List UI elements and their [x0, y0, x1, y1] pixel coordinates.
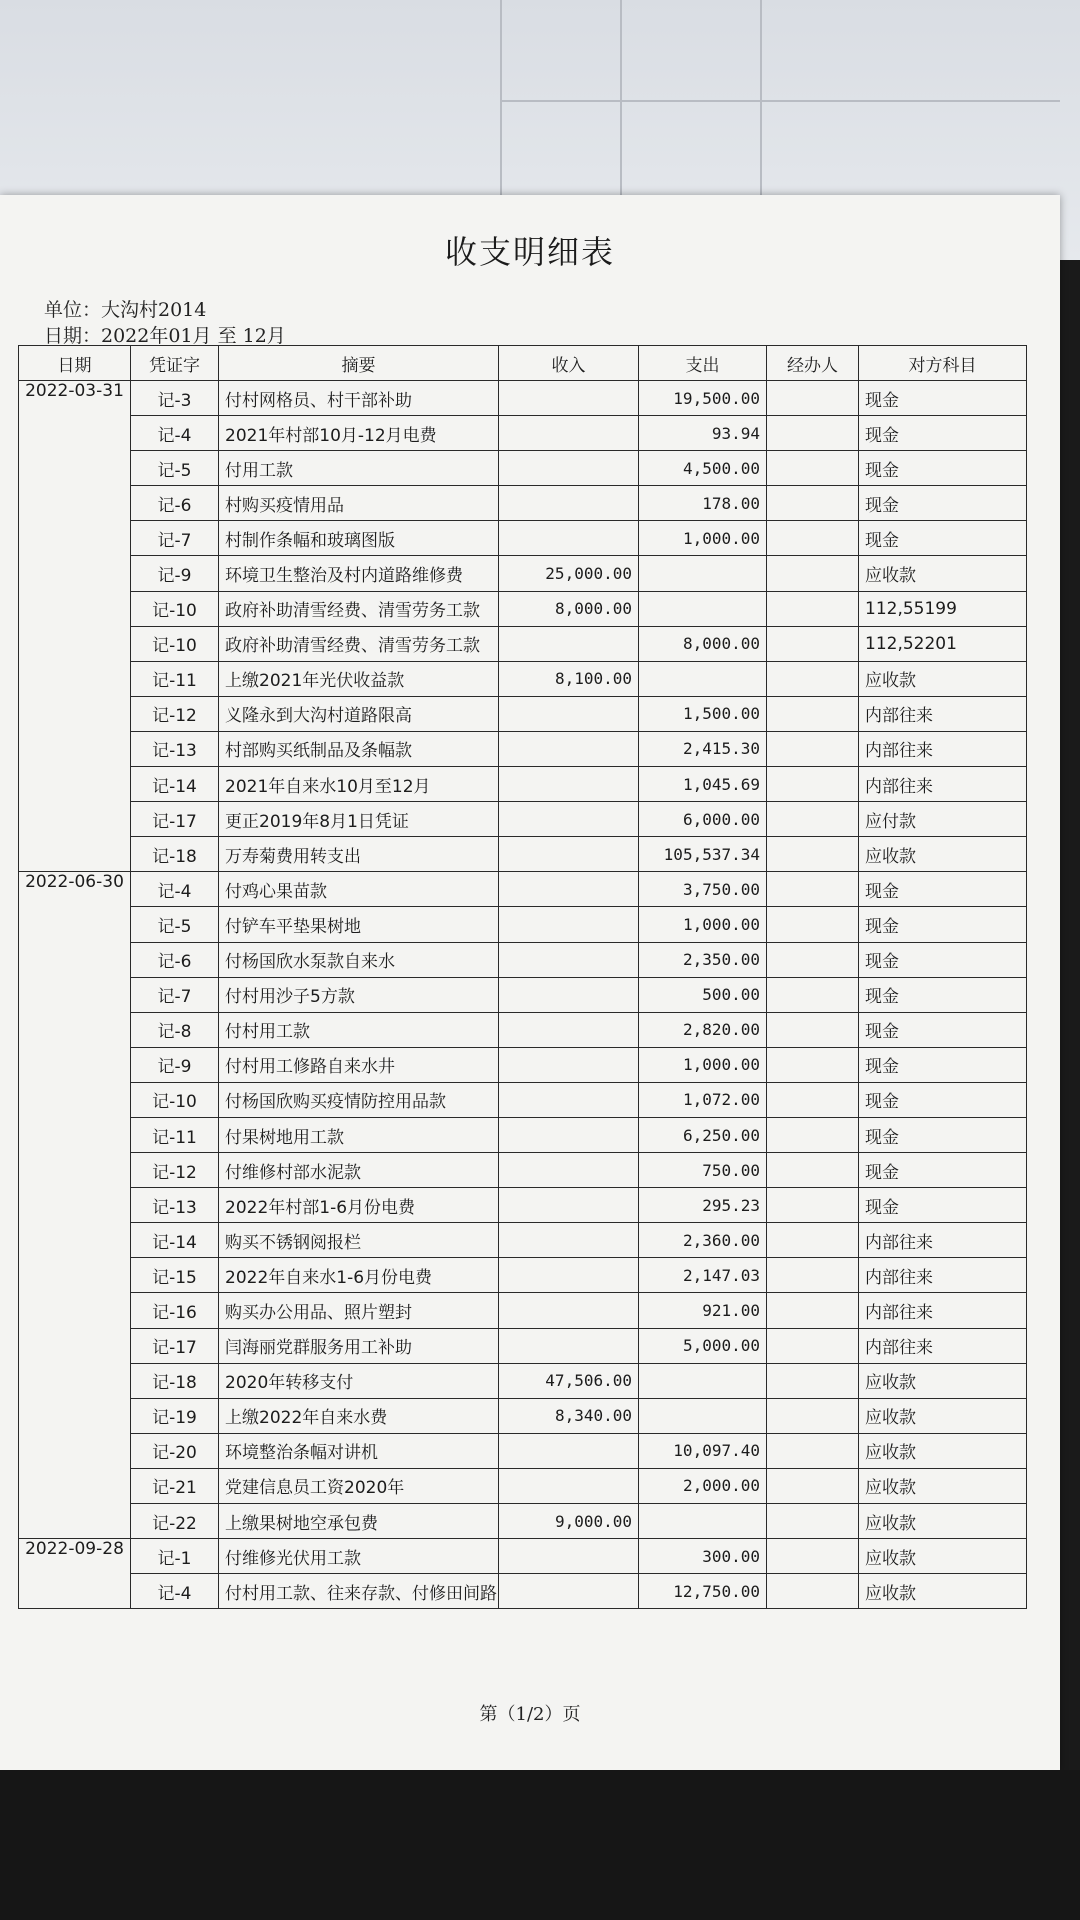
- cell-expense: 2,000.00: [639, 1468, 767, 1503]
- cell-income: [499, 1574, 639, 1609]
- cell-income: 47,506.00: [499, 1363, 639, 1398]
- table-row: [19, 872, 1027, 907]
- cell-handler: [767, 696, 859, 731]
- cell-income: 8,000.00: [499, 591, 639, 626]
- date-range-label: 日期：2022年01月 至 12月: [44, 325, 286, 347]
- cell-expense: 3,750.00: [639, 872, 767, 907]
- cell-summary: 上缴果树地空承包费: [219, 1504, 499, 1539]
- cell-expense: 19,500.00: [639, 381, 767, 416]
- cell-account: 现金: [859, 521, 1027, 556]
- cell-handler: [767, 1223, 859, 1258]
- cell-handler: [767, 872, 859, 907]
- cell-handler: [767, 731, 859, 766]
- cell-income: [499, 1082, 639, 1117]
- cell-summary: 2020年转移支付: [219, 1363, 499, 1398]
- cell-handler: [767, 1398, 859, 1433]
- cell-account: 现金: [859, 872, 1027, 907]
- cell-voucher: 记-7: [131, 977, 219, 1012]
- cell-account: 应收款: [859, 661, 1027, 696]
- cell-income: [499, 907, 639, 942]
- cell-income: [499, 381, 639, 416]
- cell-summary: 付铲车平垫果树地: [219, 907, 499, 942]
- document-page: [0, 195, 1060, 1770]
- table-row: [19, 1153, 1027, 1188]
- cell-expense: 12,750.00: [639, 1574, 767, 1609]
- cell-account: 应收款: [859, 1574, 1027, 1609]
- cell-income: [499, 1468, 639, 1503]
- cell-income: 8,100.00: [499, 661, 639, 696]
- cell-expense: 1,000.00: [639, 1047, 767, 1082]
- cell-expense: 6,000.00: [639, 802, 767, 837]
- cell-summary: 付村用工修路自来水井: [219, 1047, 499, 1082]
- cell-handler: [767, 1504, 859, 1539]
- cell-account: 内部往来: [859, 1328, 1027, 1363]
- cell-handler: [767, 802, 859, 837]
- cell-expense: 93.94: [639, 416, 767, 451]
- cell-expense: 2,350.00: [639, 942, 767, 977]
- cell-date: 2022-06-30: [19, 872, 131, 1539]
- cell-expense: 178.00: [639, 486, 767, 521]
- ledger-body: [19, 381, 1027, 1609]
- cell-account: 内部往来: [859, 1293, 1027, 1328]
- cell-handler: [767, 767, 859, 802]
- table-row: [19, 626, 1027, 661]
- cell-summary: 万寿菊费用转支出: [219, 837, 499, 872]
- table-row: [19, 1117, 1027, 1152]
- cell-account: 应收款: [859, 1468, 1027, 1503]
- cell-summary: 付鸡心果苗款: [219, 872, 499, 907]
- table-row: [19, 837, 1027, 872]
- cell-voucher: 记-3: [131, 381, 219, 416]
- table-row: [19, 1012, 1027, 1047]
- cell-date: 2022-09-28: [19, 1539, 131, 1609]
- cell-income: 25,000.00: [499, 556, 639, 591]
- cell-expense: 1,500.00: [639, 696, 767, 731]
- cell-expense: [639, 1398, 767, 1433]
- cell-handler: [767, 381, 859, 416]
- cell-voucher: 记-20: [131, 1433, 219, 1468]
- cell-handler: [767, 1328, 859, 1363]
- cell-summary: 付果树地用工款: [219, 1117, 499, 1152]
- cell-income: [499, 1258, 639, 1293]
- cell-account: 现金: [859, 1012, 1027, 1047]
- cell-account: 内部往来: [859, 696, 1027, 731]
- cell-handler: [767, 907, 859, 942]
- cell-handler: [767, 1188, 859, 1223]
- table-row: [19, 661, 1027, 696]
- cell-income: [499, 837, 639, 872]
- table-row: [19, 1398, 1027, 1433]
- dark-background: [0, 1770, 1080, 1920]
- table-row: [19, 731, 1027, 766]
- table-header-row: [19, 346, 1027, 381]
- ledger-table: [18, 345, 1027, 1609]
- table-row: [19, 1293, 1027, 1328]
- cell-income: [499, 1223, 639, 1258]
- cell-expense: 2,820.00: [639, 1012, 767, 1047]
- cell-handler: [767, 1082, 859, 1117]
- cell-account: 现金: [859, 451, 1027, 486]
- cell-voucher: 记-19: [131, 1398, 219, 1433]
- cell-handler: [767, 942, 859, 977]
- table-row: [19, 1047, 1027, 1082]
- cell-income: [499, 1012, 639, 1047]
- table-row: [19, 1258, 1027, 1293]
- cell-income: [499, 696, 639, 731]
- cell-handler: [767, 1363, 859, 1398]
- cell-expense: [639, 591, 767, 626]
- cell-handler: [767, 977, 859, 1012]
- cell-account: 内部往来: [859, 767, 1027, 802]
- cell-expense: [639, 661, 767, 696]
- cell-income: [499, 1047, 639, 1082]
- cell-expense: 1,045.69: [639, 767, 767, 802]
- cell-voucher: 记-17: [131, 1328, 219, 1363]
- cell-handler: [767, 556, 859, 591]
- cell-expense: 921.00: [639, 1293, 767, 1328]
- cell-expense: 500.00: [639, 977, 767, 1012]
- cell-voucher: 记-14: [131, 1223, 219, 1258]
- column-header-account: 对方科目: [859, 346, 1027, 381]
- cell-summary: 更正2019年8月1日凭证: [219, 802, 499, 837]
- cell-date: 2022-03-31: [19, 381, 131, 872]
- cell-handler: [767, 1293, 859, 1328]
- cell-voucher: 记-8: [131, 1012, 219, 1047]
- table-row: [19, 1574, 1027, 1609]
- table-row: [19, 907, 1027, 942]
- cell-expense: 295.23: [639, 1188, 767, 1223]
- cell-voucher: 记-4: [131, 1574, 219, 1609]
- cell-voucher: 记-9: [131, 1047, 219, 1082]
- table-row: [19, 1328, 1027, 1363]
- cell-account: 内部往来: [859, 731, 1027, 766]
- cell-voucher: 记-21: [131, 1468, 219, 1503]
- cell-income: [499, 942, 639, 977]
- cell-summary: 付村用沙子5方款: [219, 977, 499, 1012]
- column-header-income: 收入: [499, 346, 639, 381]
- cell-expense: [639, 556, 767, 591]
- cell-voucher: 记-9: [131, 556, 219, 591]
- table-row: [19, 942, 1027, 977]
- cell-handler: [767, 591, 859, 626]
- cell-account: 现金: [859, 486, 1027, 521]
- cell-handler: [767, 1433, 859, 1468]
- cell-account: 现金: [859, 1047, 1027, 1082]
- cell-income: [499, 802, 639, 837]
- cell-summary: 购买办公用品、照片塑封: [219, 1293, 499, 1328]
- cell-expense: [639, 1363, 767, 1398]
- cell-summary: 付村用工款: [219, 1012, 499, 1047]
- cell-handler: [767, 416, 859, 451]
- cell-voucher: 记-12: [131, 1153, 219, 1188]
- cell-voucher: 记-13: [131, 1188, 219, 1223]
- table-row: [19, 556, 1027, 591]
- cell-handler: [767, 1258, 859, 1293]
- background-line: [760, 0, 762, 220]
- cell-expense: [639, 1504, 767, 1539]
- cell-voucher: 记-10: [131, 591, 219, 626]
- cell-account: 现金: [859, 416, 1027, 451]
- cell-account: 内部往来: [859, 1223, 1027, 1258]
- cell-account: 现金: [859, 1153, 1027, 1188]
- cell-summary: 环境卫生整治及村内道路维修费: [219, 556, 499, 591]
- cell-expense: 8,000.00: [639, 626, 767, 661]
- cell-handler: [767, 1468, 859, 1503]
- table-row: [19, 802, 1027, 837]
- cell-voucher: 记-10: [131, 1082, 219, 1117]
- cell-handler: [767, 1047, 859, 1082]
- column-header-voucher: 凭证字: [131, 346, 219, 381]
- cell-account: 应收款: [859, 556, 1027, 591]
- column-header-date: 日期: [19, 346, 131, 381]
- table-row: [19, 591, 1027, 626]
- cell-voucher: 记-22: [131, 1504, 219, 1539]
- cell-income: [499, 1153, 639, 1188]
- cell-expense: 1,072.00: [639, 1082, 767, 1117]
- cell-voucher: 记-10: [131, 626, 219, 661]
- cell-summary: 付用工款: [219, 451, 499, 486]
- cell-handler: [767, 661, 859, 696]
- cell-summary: 党建信息员工资2020年: [219, 1468, 499, 1503]
- cell-expense: 6,250.00: [639, 1117, 767, 1152]
- cell-handler: [767, 1117, 859, 1152]
- table-row: [19, 521, 1027, 556]
- table-row: [19, 1433, 1027, 1468]
- cell-summary: 环境整治条幅对讲机: [219, 1433, 499, 1468]
- table-row: [19, 1468, 1027, 1503]
- cell-summary: 义隆永到大沟村道路限高: [219, 696, 499, 731]
- cell-voucher: 记-18: [131, 1363, 219, 1398]
- table-row: [19, 381, 1027, 416]
- cell-income: [499, 1293, 639, 1328]
- cell-summary: 村制作条幅和玻璃图版: [219, 521, 499, 556]
- cell-account: 现金: [859, 381, 1027, 416]
- table-row: [19, 1539, 1027, 1574]
- cell-account: 现金: [859, 977, 1027, 1012]
- cell-handler: [767, 1012, 859, 1047]
- cell-account: 现金: [859, 1082, 1027, 1117]
- cell-voucher: 记-11: [131, 1117, 219, 1152]
- cell-account: 应收款: [859, 1539, 1027, 1574]
- cell-income: [499, 416, 639, 451]
- cell-summary: 村购买疫情用品: [219, 486, 499, 521]
- cell-handler: [767, 451, 859, 486]
- cell-income: [499, 1328, 639, 1363]
- cell-voucher: 记-6: [131, 486, 219, 521]
- table-row: [19, 767, 1027, 802]
- cell-expense: 2,415.30: [639, 731, 767, 766]
- cell-summary: 付维修光伏用工款: [219, 1539, 499, 1574]
- table-row: [19, 1363, 1027, 1398]
- cell-summary: 付维修村部水泥款: [219, 1153, 499, 1188]
- cell-account: 内部往来: [859, 1258, 1027, 1293]
- cell-summary: 2022年自来水1-6月份电费: [219, 1258, 499, 1293]
- cell-income: 9,000.00: [499, 1504, 639, 1539]
- table-row: [19, 451, 1027, 486]
- cell-voucher: 记-17: [131, 802, 219, 837]
- cell-income: [499, 1188, 639, 1223]
- cell-voucher: 记-14: [131, 767, 219, 802]
- table-row: [19, 416, 1027, 451]
- cell-income: [499, 872, 639, 907]
- cell-voucher: 记-4: [131, 872, 219, 907]
- table-row: [19, 977, 1027, 1012]
- cell-handler: [767, 837, 859, 872]
- cell-handler: [767, 1539, 859, 1574]
- table-row: [19, 1504, 1027, 1539]
- cell-expense: 4,500.00: [639, 451, 767, 486]
- cell-account: 112,55199: [859, 591, 1027, 626]
- cell-income: [499, 1433, 639, 1468]
- cell-account: 现金: [859, 942, 1027, 977]
- cell-expense: 1,000.00: [639, 907, 767, 942]
- cell-summary: 上缴2022年自来水费: [219, 1398, 499, 1433]
- document-title: 收支明细表: [444, 233, 615, 271]
- table-row: [19, 486, 1027, 521]
- cell-voucher: 记-5: [131, 907, 219, 942]
- page-number: 第（1/2）页: [479, 1704, 581, 1725]
- cell-expense: 5,000.00: [639, 1328, 767, 1363]
- cell-expense: 1,000.00: [639, 521, 767, 556]
- cell-summary: 政府补助清雪经费、清雪劳务工款: [219, 591, 499, 626]
- cell-summary: 付村用工款、往来存款、付修田间路: [219, 1574, 499, 1609]
- cell-income: [499, 486, 639, 521]
- cell-account: 应收款: [859, 837, 1027, 872]
- cell-summary: 购买不锈钢阅报栏: [219, 1223, 499, 1258]
- cell-summary: 2021年村部10月-12月电费: [219, 416, 499, 451]
- cell-income: [499, 1117, 639, 1152]
- unit-label: 单位：大沟村2014: [44, 299, 207, 321]
- cell-summary: 闫海丽党群服务用工补助: [219, 1328, 499, 1363]
- cell-handler: [767, 486, 859, 521]
- cell-voucher: 记-15: [131, 1258, 219, 1293]
- cell-summary: 付村网格员、村干部补助: [219, 381, 499, 416]
- cell-voucher: 记-1: [131, 1539, 219, 1574]
- cell-summary: 2021年自来水10月至12月: [219, 767, 499, 802]
- cell-income: [499, 977, 639, 1012]
- cell-income: 8,340.00: [499, 1398, 639, 1433]
- cell-voucher: 记-13: [131, 731, 219, 766]
- cell-expense: 300.00: [639, 1539, 767, 1574]
- cell-voucher: 记-11: [131, 661, 219, 696]
- cell-account: 现金: [859, 907, 1027, 942]
- cell-expense: 2,147.03: [639, 1258, 767, 1293]
- table-row: [19, 1082, 1027, 1117]
- cell-summary: 上缴2021年光伏收益款: [219, 661, 499, 696]
- cell-handler: [767, 1574, 859, 1609]
- cell-summary: 付杨国欣购买疫情防控用品款: [219, 1082, 499, 1117]
- cell-account: 应收款: [859, 1363, 1027, 1398]
- cell-voucher: 记-18: [131, 837, 219, 872]
- cell-voucher: 记-6: [131, 942, 219, 977]
- cell-income: [499, 626, 639, 661]
- cell-income: [499, 731, 639, 766]
- cell-account: 应收款: [859, 1398, 1027, 1433]
- cell-voucher: 记-5: [131, 451, 219, 486]
- table-row: [19, 1223, 1027, 1258]
- cell-expense: 750.00: [639, 1153, 767, 1188]
- table-row: [19, 1188, 1027, 1223]
- cell-income: [499, 1539, 639, 1574]
- cell-account: 应付款: [859, 802, 1027, 837]
- cell-summary: 2022年村部1-6月份电费: [219, 1188, 499, 1223]
- cell-account: 现金: [859, 1188, 1027, 1223]
- cell-handler: [767, 626, 859, 661]
- cell-voucher: 记-16: [131, 1293, 219, 1328]
- cell-handler: [767, 521, 859, 556]
- cell-voucher: 记-12: [131, 696, 219, 731]
- table-row: [19, 696, 1027, 731]
- cell-income: [499, 451, 639, 486]
- column-header-handler: 经办人: [767, 346, 859, 381]
- cell-account: 现金: [859, 1117, 1027, 1152]
- cell-summary: 政府补助清雪经费、清雪劳务工款: [219, 626, 499, 661]
- cell-expense: 2,360.00: [639, 1223, 767, 1258]
- cell-voucher: 记-4: [131, 416, 219, 451]
- cell-account: 应收款: [859, 1433, 1027, 1468]
- background-line: [500, 100, 1060, 102]
- cell-handler: [767, 1153, 859, 1188]
- cell-account: 112,52201: [859, 626, 1027, 661]
- column-header-expense: 支出: [639, 346, 767, 381]
- cell-expense: 105,537.34: [639, 837, 767, 872]
- cell-voucher: 记-7: [131, 521, 219, 556]
- cell-income: [499, 521, 639, 556]
- column-header-summary: 摘要: [219, 346, 499, 381]
- cell-income: [499, 767, 639, 802]
- cell-expense: 10,097.40: [639, 1433, 767, 1468]
- cell-summary: 村部购买纸制品及条幅款: [219, 731, 499, 766]
- cell-summary: 付杨国欣水泵款自来水: [219, 942, 499, 977]
- cell-account: 应收款: [859, 1504, 1027, 1539]
